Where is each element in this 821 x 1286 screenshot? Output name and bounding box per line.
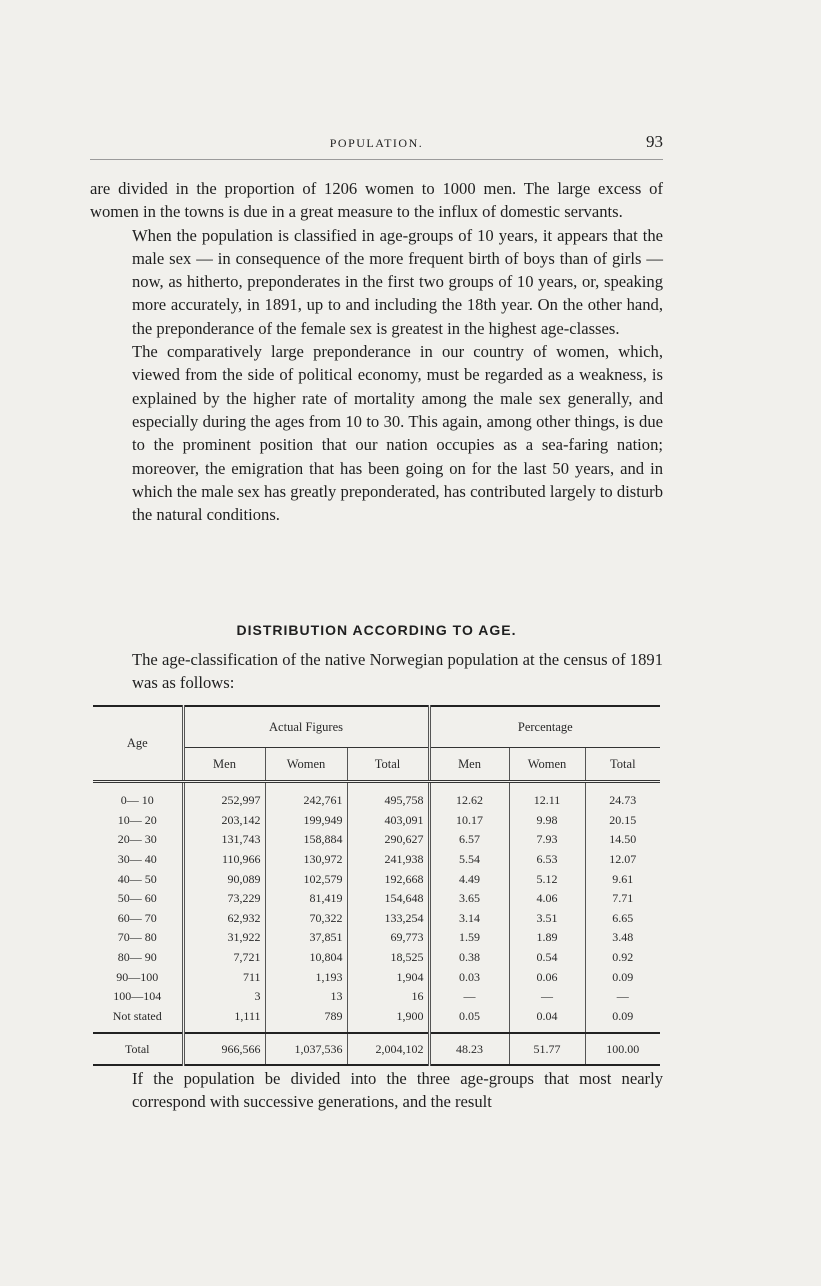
pct-total-cell: 0.09 [585,1007,660,1034]
table-row [93,1007,660,1034]
pct-men-cell: 12.62 [429,782,509,811]
age-cell: 20— 30 [117,832,157,847]
pct-women-cell: 1.89 [509,928,585,948]
pct-men-cell: 0.38 [429,948,509,968]
age-cell: Not stated [112,1008,162,1023]
total-cell: 1,904 [347,967,429,987]
age-cell: 100—104 [113,989,162,1004]
pct-women-total-cell: 51.77 [509,1033,585,1065]
page-number: 93 [646,132,663,151]
women-cell: 242,761 [265,782,347,811]
pct-men-cell: 5.54 [429,850,509,870]
paragraph-age-groups: When the population is classified in age-groups of 10 years, it appears that the male sex — in consequence of the more frequent birth of boys than of girls — now, as hitherto, preponderates in the first two groups of 10 years, or, speaking more accurately, in 1891, up to and including the 18th year. On the other hand, the preponderance of the female sex is greatest in the highest age-classes. [132,225,663,338]
pct-women-cell: 5.12 [509,869,585,889]
table-row [93,909,660,929]
age-cell: 70— 80 [117,930,157,945]
actual-figures-header: Actual Figures [183,706,429,748]
age-column-header: Age [93,706,183,782]
pct-total-cell: 0.92 [585,948,660,968]
pct-total-cell: 6.65 [585,909,660,929]
section-heading: DISTRIBUTION ACCORDING TO AGE. [236,622,517,638]
age-cell: 80— 90 [117,950,157,965]
pct-women-cell: 12.11 [509,782,585,811]
page-header [90,130,663,156]
pct-women-cell: 3.51 [509,909,585,929]
pct-men-cell: 3.65 [429,889,509,909]
pct-women-header: Women [509,748,585,782]
men-cell: 203,142 [183,811,265,831]
total-cell: 1,900 [347,1007,429,1034]
pct-grand-total-cell: 100.00 [585,1033,660,1065]
age-cell: 40— 50 [117,871,157,886]
intro-paragraph: The age-classification of the native Norwegian population at the census of 1891 was as follows: [132,650,663,693]
total-cell: 69,773 [347,928,429,948]
running-title: POPULATION. [329,136,424,150]
pct-women-cell: — [509,987,585,1007]
men-cell: 1,111 [183,1007,265,1034]
total-header: Total [347,748,429,782]
pct-men-cell: 0.03 [429,967,509,987]
total-cell: 290,627 [347,830,429,850]
pct-total-cell: — [585,987,660,1007]
pct-men-cell: 0.05 [429,1007,509,1034]
table-row [93,889,660,909]
pct-total-cell: 14.50 [585,830,660,850]
men-cell: 3 [183,987,265,1007]
women-cell: 199,949 [265,811,347,831]
men-cell: 90,089 [183,869,265,889]
men-cell: 252,997 [183,782,265,811]
pct-total-cell: 0.09 [585,967,660,987]
women-cell: 10,804 [265,948,347,968]
age-cell: 60— 70 [117,910,157,925]
men-cell: 711 [183,967,265,987]
pct-total-cell: 24.73 [585,782,660,811]
pct-men-header: Men [429,748,509,782]
pct-men-cell: 10.17 [429,811,509,831]
age-cell: 90—100 [116,969,159,984]
age-distribution-table [93,705,660,1066]
pct-women-cell: 0.04 [509,1007,585,1034]
paragraph-continuation: are divided in the proportion of 1206 women to 1000 men. The large excess of women in the towns is due in a great measure to the influx of domestic servants. [90,179,663,222]
header-rule [90,159,663,160]
pct-total-cell: 20.15 [585,811,660,831]
men-cell: 31,922 [183,928,265,948]
intro-text [90,648,663,695]
pct-women-cell: 7.93 [509,830,585,850]
pct-men-cell: 6.57 [429,830,509,850]
pct-women-cell: 9.98 [509,811,585,831]
total-cell: 133,254 [347,909,429,929]
pct-total-cell: 7.71 [585,889,660,909]
total-cell: 16 [347,987,429,1007]
age-cell: 10— 20 [117,812,157,827]
total-cell: 241,938 [347,850,429,870]
women-cell: 158,884 [265,830,347,850]
women-total-cell: 1,037,536 [265,1033,347,1065]
pct-men-cell: — [429,987,509,1007]
table-row [93,811,660,831]
pct-women-cell: 4.06 [509,889,585,909]
table-row [93,869,660,889]
grand-total-cell: 2,004,102 [347,1033,429,1065]
women-cell: 70,322 [265,909,347,929]
pct-men-cell: 1.59 [429,928,509,948]
total-cell: 495,758 [347,782,429,811]
table-row [93,830,660,850]
total-cell: 154,648 [347,889,429,909]
women-cell: 789 [265,1007,347,1034]
total-cell: 403,091 [347,811,429,831]
body-text-top [90,177,663,526]
table-total-row [93,1033,660,1065]
age-cell: 30— 40 [117,852,157,867]
women-cell: 37,851 [265,928,347,948]
pct-total-cell: 12.07 [585,850,660,870]
paragraph-preponderance: The comparatively large preponderance in our country of women, which, viewed from the side of political economy, must be regarded as a weakness, is explained by the higher rate of mortality among the male sex generally, and especially during the ages from 10 to 30. This again, among other things, is due to the prominent position that our nation occupies as a sea-faring nation; moreover, the emigration that has been going on for the last 50 years, and in which the male sex has greatly preponderated, has contributed largely to disturb the natural conditions. [132,342,663,525]
pct-women-cell: 0.06 [509,967,585,987]
table-row [93,948,660,968]
pct-total-header: Total [585,748,660,782]
women-cell: 130,972 [265,850,347,870]
men-cell: 62,932 [183,909,265,929]
pct-women-cell: 0.54 [509,948,585,968]
women-cell: 13 [265,987,347,1007]
body-text-bottom [90,1067,663,1114]
pct-men-total-cell: 48.23 [429,1033,509,1065]
men-cell: 7,721 [183,948,265,968]
age-cell: 0— 10 [120,793,154,808]
women-cell: 1,193 [265,967,347,987]
table-header-row [93,706,660,748]
table-row [93,928,660,948]
pct-total-cell: 3.48 [585,928,660,948]
table-row [93,987,660,1007]
pct-women-cell: 6.53 [509,850,585,870]
women-cell: 81,419 [265,889,347,909]
men-total-cell: 966,566 [183,1033,265,1065]
age-cell: 50— 60 [117,891,157,906]
pct-men-cell: 3.14 [429,909,509,929]
pct-men-cell: 4.49 [429,869,509,889]
percentage-header: Percentage [429,706,660,748]
table-row [93,967,660,987]
women-cell: 102,579 [265,869,347,889]
pct-total-cell: 9.61 [585,869,660,889]
women-header: Women [265,748,347,782]
closing-paragraph: If the population be divided into the three age-groups that most nearly correspond with successive generations, and the result [132,1069,663,1112]
men-cell: 131,743 [183,830,265,850]
table-row [93,782,660,811]
total-cell: 18,525 [347,948,429,968]
men-cell: 110,966 [183,850,265,870]
men-cell: 73,229 [183,889,265,909]
men-header: Men [183,748,265,782]
total-label-cell: Total [93,1033,183,1065]
total-cell: 192,668 [347,869,429,889]
table-row [93,850,660,870]
